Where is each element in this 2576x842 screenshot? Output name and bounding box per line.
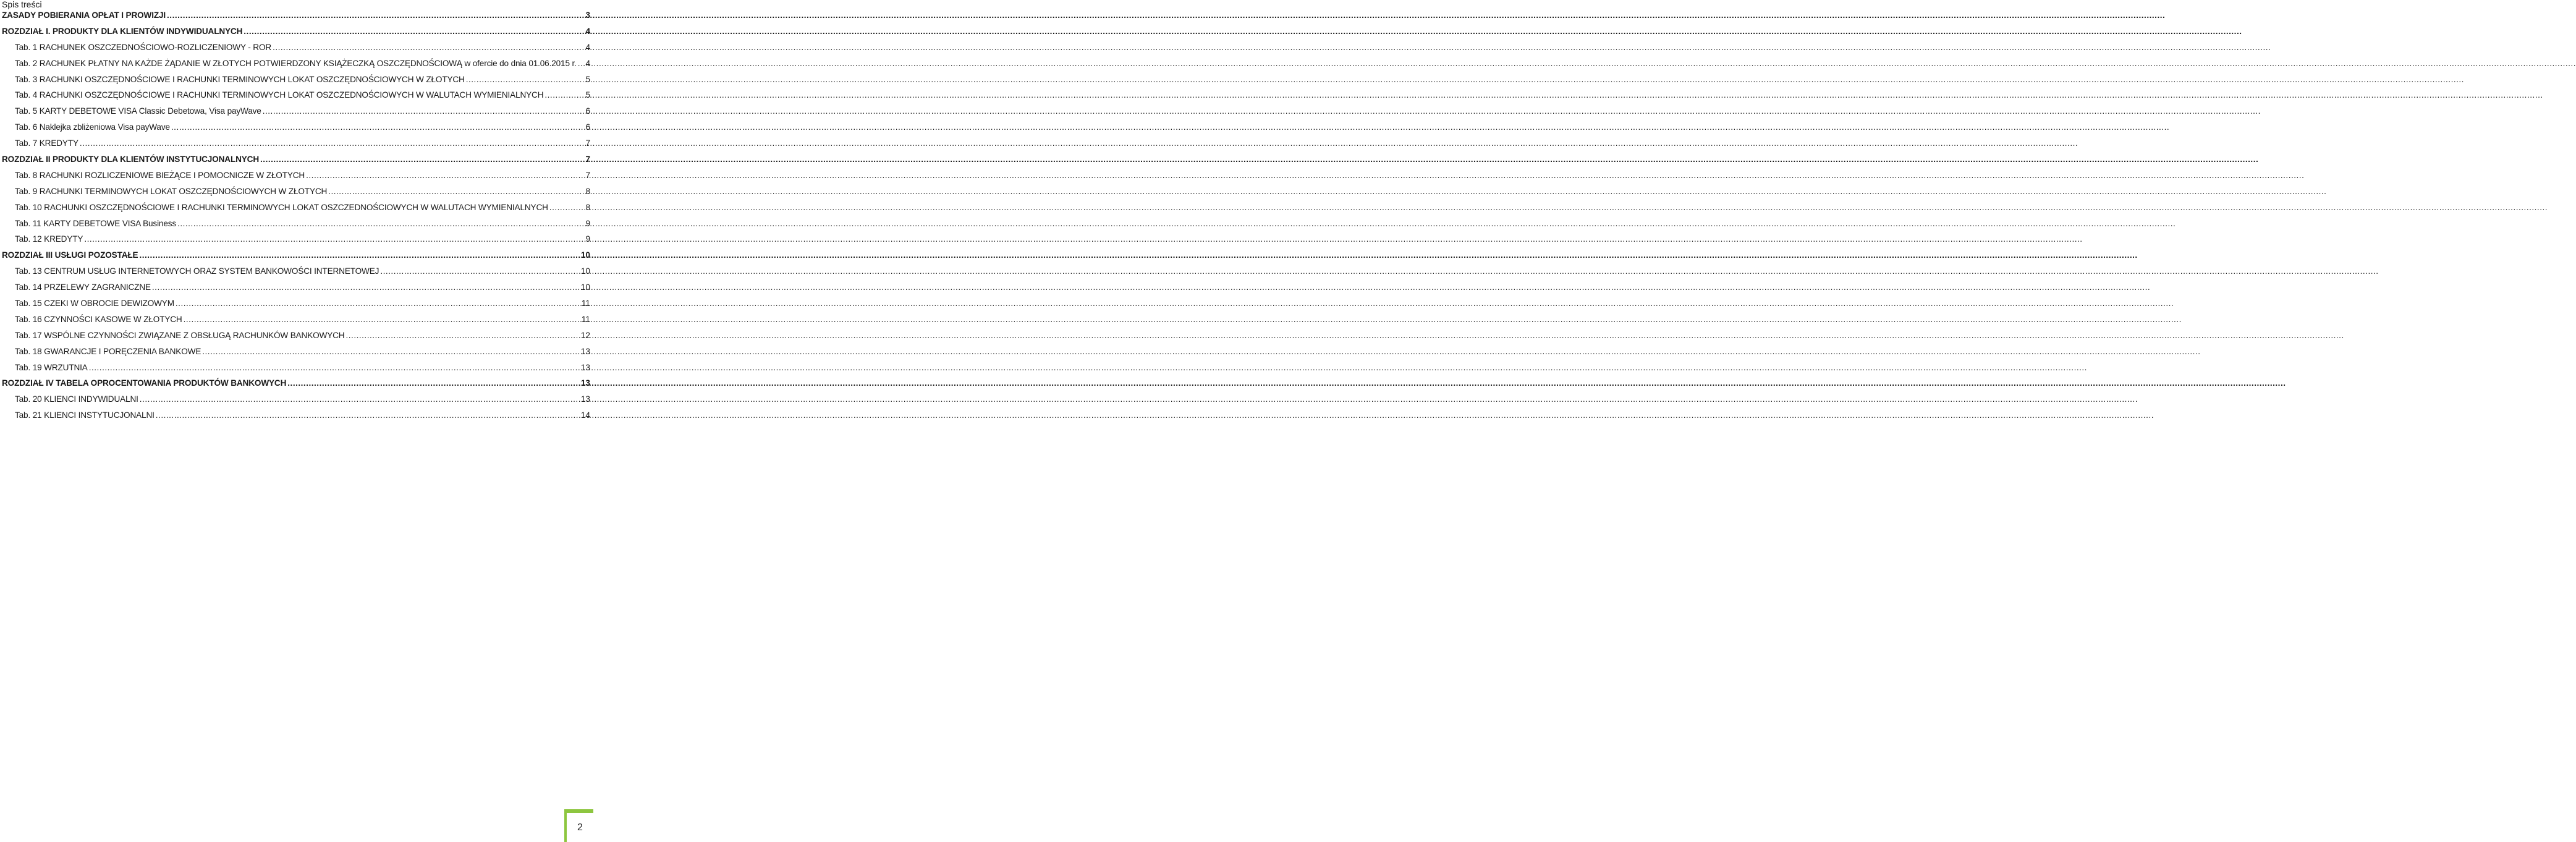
toc-entry[interactable] bbox=[0, 378, 590, 394]
toc-entry-title: ROZDZIAŁ I. PRODUKTY DLA KLIENTÓW INDYWIDUALNYCH bbox=[2, 26, 243, 36]
dot-leader bbox=[306, 170, 584, 181]
toc-entry[interactable] bbox=[0, 346, 590, 362]
toc-entry-title: Tab. 19 WRZUTNIA bbox=[15, 362, 88, 372]
toc-entry-title: Tab. 16 CZYNNOŚCI KASOWE W ZŁOTYCH bbox=[15, 314, 182, 324]
toc-entry[interactable] bbox=[0, 154, 590, 170]
toc-entry[interactable] bbox=[0, 42, 590, 58]
toc-entry[interactable] bbox=[0, 186, 590, 202]
toc-entry-page: 4 bbox=[585, 58, 590, 68]
toc-entry[interactable] bbox=[0, 26, 590, 42]
toc-entry[interactable] bbox=[0, 330, 590, 346]
toc-entry[interactable] bbox=[0, 138, 590, 154]
toc-entry-page: 13 bbox=[580, 394, 590, 404]
toc-entry-page: 11 bbox=[581, 314, 590, 324]
toc-entry[interactable] bbox=[0, 394, 590, 410]
toc-entry-page: 7 bbox=[585, 155, 590, 164]
toc-entry[interactable] bbox=[0, 250, 590, 266]
toc-entry-title: Tab. 17 WSPÓLNE CZYNNOŚCI ZWIĄZANE Z OBSŁUGĄ RACHUNKÓW BANKOWYCH bbox=[15, 330, 345, 340]
toc-entry-page: 4 bbox=[585, 42, 590, 52]
toc-entry-title: Tab. 20 KLIENCI INDYWIDUALNI bbox=[15, 394, 138, 404]
toc-entry-page: 6 bbox=[585, 122, 590, 132]
dot-leader bbox=[328, 186, 584, 197]
toc-entry[interactable] bbox=[0, 90, 590, 106]
toc-entry-title: Tab. 11 KARTY DEBETOWE VISA Business bbox=[15, 218, 177, 228]
toc-entry-title: Tab. 3 RACHUNKI OSZCZĘDNOŚCIOWE I RACHUNKI TERMINOWYCH LOKAT OSZCZĘDNOŚCIOWYCH W ZŁOTYCH bbox=[15, 74, 465, 84]
toc-entry-page: 13 bbox=[580, 362, 590, 372]
toc-entry-page: 10 bbox=[580, 283, 590, 292]
toc-entry-page: 5 bbox=[585, 90, 590, 100]
toc-entry-title: Tab. 12 KREDYTY bbox=[15, 234, 83, 244]
dot-leader bbox=[140, 394, 580, 405]
page-number-corner bbox=[564, 809, 593, 842]
dot-leader bbox=[380, 266, 580, 277]
toc-entry[interactable] bbox=[0, 234, 590, 250]
toc-entry[interactable] bbox=[0, 58, 590, 74]
dot-leader bbox=[202, 346, 580, 357]
toc-entry[interactable] bbox=[0, 170, 590, 186]
toc-entry[interactable] bbox=[0, 122, 590, 138]
toc-entry-page: 6 bbox=[585, 106, 590, 116]
toc-entry-page: 3 bbox=[585, 11, 590, 20]
dot-leader bbox=[263, 106, 585, 117]
toc-entry[interactable] bbox=[0, 266, 590, 282]
toc-entry-page: 14 bbox=[580, 410, 590, 420]
dot-leader bbox=[89, 362, 580, 373]
toc-entry[interactable] bbox=[0, 410, 590, 426]
toc-entry-title: Tab. 5 KARTY DEBETOWE VISA Classic Debetowa, Visa payWave bbox=[15, 106, 261, 116]
toc-list bbox=[0, 10, 590, 426]
dot-leader bbox=[345, 330, 579, 341]
toc-entry[interactable] bbox=[0, 202, 590, 218]
toc-entry-title: Tab. 18 GWARANCJE I PORĘCZENIA BANKOWE bbox=[15, 346, 201, 356]
toc-entry-page: 13 bbox=[580, 378, 590, 388]
toc-entry-title: ROZDZIAŁ IV TABELA OPROCENTOWANIA PRODUKTÓW BANKOWYCH bbox=[2, 378, 287, 388]
toc-entry[interactable] bbox=[0, 106, 590, 122]
toc-entry[interactable] bbox=[0, 282, 590, 298]
dot-leader bbox=[167, 10, 584, 21]
toc-entry[interactable] bbox=[0, 10, 590, 26]
toc-entry-title: Tab. 9 RACHUNKI TERMINOWYCH LOKAT OSZCZĘDNOŚCIOWYCH W ZŁOTYCH bbox=[15, 186, 328, 196]
toc-entry-title: Tab. 8 RACHUNKI ROZLICZENIOWE BIEŻĄCE I POMOCNICZE W ZŁOTYCH bbox=[15, 170, 305, 180]
toc-entry-title: Tab. 2 RACHUNEK PŁATNY NA KAŻDE ŻĄDANIE W ZŁOTYCH POTWIERDZONY KSIĄŻECZKĄ OSZCZĘDNOŚCIOWĄ w ofercie do dnia 01.06.2015 r. bbox=[15, 58, 577, 68]
toc-entry-title: Tab. 7 KREDYTY bbox=[15, 138, 78, 148]
toc-entry-page: 7 bbox=[585, 138, 590, 148]
toc-entry-page: 5 bbox=[585, 74, 590, 84]
dot-leader bbox=[139, 250, 579, 261]
toc-entry-page: 9 bbox=[585, 234, 590, 244]
toc-entry[interactable] bbox=[0, 298, 590, 314]
toc-heading: Spis treści bbox=[2, 0, 42, 9]
toc-entry-page: 9 bbox=[585, 218, 590, 228]
toc-entry[interactable] bbox=[0, 74, 590, 90]
dot-leader bbox=[549, 202, 585, 213]
toc-entry-page: 11 bbox=[581, 299, 590, 308]
toc-entry-title: Tab. 10 RACHUNKI OSZCZĘDNOŚCIOWE I RACHUNKI TERMINOWYCH LOKAT OSZCZEDNOŚCIOWYCH W WALUTACH WYMIENIALNYCH bbox=[15, 202, 548, 212]
page-number: 2 bbox=[577, 822, 583, 833]
dot-leader bbox=[156, 410, 580, 421]
toc-entry-page: 13 bbox=[580, 346, 590, 356]
toc-entry[interactable] bbox=[0, 362, 590, 378]
dot-leader bbox=[184, 314, 580, 325]
dot-leader bbox=[260, 154, 584, 165]
dot-leader bbox=[84, 234, 584, 245]
toc-entry-title: Tab. 1 RACHUNEK OSZCZEDNOŚCIOWO-ROZLICZENIOWY - ROR bbox=[15, 42, 272, 52]
toc-entry-page: 10 bbox=[580, 250, 590, 260]
toc-entry[interactable] bbox=[0, 314, 590, 330]
dot-leader bbox=[287, 378, 580, 389]
toc-entry-page: 8 bbox=[585, 186, 590, 196]
toc-entry-title: ZASADY POBIERANIA OPŁAT I PROWIZJI bbox=[2, 11, 166, 20]
toc-entry-title: Tab. 21 KLIENCI INSTYTUCJONALNI bbox=[15, 410, 155, 420]
dot-leader bbox=[176, 298, 580, 309]
dot-leader bbox=[273, 42, 584, 53]
dot-leader bbox=[578, 58, 585, 69]
toc-entry-title: Tab. 6 Naklejka zbliżeniowa Visa payWave bbox=[15, 122, 170, 132]
toc-entry-title: Tab. 14 PRZELEWY ZAGRANICZNE bbox=[15, 283, 151, 292]
toc-entry-page: 12 bbox=[580, 330, 590, 340]
toc-entry-page: 8 bbox=[585, 202, 590, 212]
dot-leader bbox=[466, 74, 585, 85]
toc-entry-title: ROZDZIAŁ II PRODUKTY DLA KLIENTÓW INSTYTUCJONALNYCH bbox=[2, 155, 260, 164]
dot-leader bbox=[177, 218, 584, 229]
toc-entry-title: ROZDZIAŁ III USŁUGI POZOSTAŁE bbox=[2, 250, 138, 260]
dot-leader bbox=[244, 26, 584, 37]
dot-leader bbox=[152, 282, 580, 293]
toc-entry-page: 10 bbox=[580, 266, 590, 276]
toc-entry-title: Tab. 13 CENTRUM USŁUG INTERNETOWYCH ORAZ SYSTEM BANKOWOŚCI INTERNETOWEJ bbox=[15, 266, 379, 276]
toc-entry[interactable] bbox=[0, 218, 590, 234]
toc-entry-title: Tab. 15 CZEKI W OBROCIE DEWIZOWYM bbox=[15, 299, 174, 308]
dot-leader bbox=[544, 90, 584, 101]
dot-leader bbox=[80, 138, 585, 149]
toc-entry-page: 7 bbox=[585, 170, 590, 180]
dot-leader bbox=[171, 122, 585, 133]
toc-entry-page: 4 bbox=[585, 26, 590, 36]
toc-entry-title: Tab. 4 RACHUNKI OSZCZĘDNOŚCIOWE I RACHUNKI TERMINOWYCH LOKAT OSZCZEDNOŚCIOWYCH W WALUTACH WYMIENIALNYCH bbox=[15, 90, 544, 100]
